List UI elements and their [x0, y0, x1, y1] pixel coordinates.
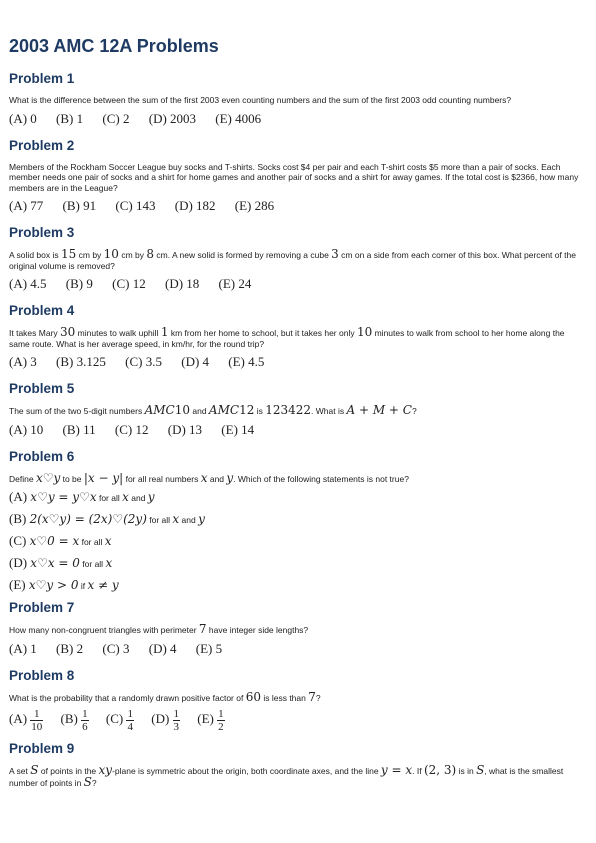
math-number: 12	[239, 403, 255, 417]
problem-5-text	[9, 405, 587, 417]
answer-e: (E) 4.5	[228, 354, 265, 369]
problem-4-heading: Problem 4	[9, 303, 75, 318]
answer-label: (D)	[151, 711, 170, 727]
text-run: for all	[96, 493, 123, 503]
fraction	[126, 708, 134, 733]
problem-7-answers	[9, 641, 587, 657]
math-var: y	[147, 490, 155, 504]
text-run: and	[179, 515, 199, 525]
problem-6-text	[9, 470, 587, 485]
fraction	[81, 708, 89, 733]
math-var: x	[172, 512, 180, 526]
denominator: 2	[218, 721, 224, 733]
text-run: for all	[146, 515, 173, 525]
numerator: 1	[30, 708, 43, 721]
math-var: x	[105, 556, 113, 570]
statement-label: (B)	[9, 511, 30, 526]
answer-label: (A)	[9, 711, 28, 727]
problem-8-heading: Problem 8	[9, 667, 75, 683]
problem-7-heading: Problem 7	[9, 600, 75, 615]
math-expr: 2(x♡y) = (2x)♡(2y)	[29, 512, 147, 526]
math-var: S	[30, 763, 39, 777]
numerator: 1	[127, 708, 133, 720]
problem-9-heading: Problem 9	[9, 741, 75, 756]
statement-a	[9, 489, 587, 505]
text-run: How many non-congruent triangles with perimeter	[9, 625, 199, 635]
page-title: 2003 AMC 12A Problems	[9, 36, 219, 56]
denominator: 4	[127, 721, 133, 733]
answer-c: (C) 12	[114, 421, 149, 437]
problem-9-text	[9, 765, 587, 788]
answer-label: (E)	[197, 711, 214, 727]
statement-e	[9, 577, 587, 593]
problem-7-text	[9, 624, 587, 636]
text-run: and	[207, 473, 227, 484]
answer-d: (D) 18	[164, 276, 200, 291]
text-run: and	[190, 406, 209, 416]
text-run: . If	[412, 766, 424, 776]
answer-b: (B) 3.125	[56, 354, 106, 369]
math-number: 10	[103, 247, 119, 261]
math-number: 15	[60, 247, 77, 261]
text-run: of points in the	[38, 766, 99, 776]
text-run: minutes to walk uphill	[75, 328, 161, 338]
answer-e: (E) 286	[234, 198, 275, 213]
math-number: 7	[198, 622, 207, 636]
answer-d: (D) 4	[148, 640, 177, 656]
answer-d: (D) 4	[181, 354, 210, 369]
text-run: km from her home to school, but it takes her only	[168, 328, 357, 338]
math-var: S	[83, 774, 92, 789]
text-run: cm. A new solid is formed by removing a cube	[154, 250, 332, 260]
math-expr: A + M + C	[346, 403, 412, 417]
answer-a	[9, 708, 43, 733]
fraction	[217, 708, 225, 733]
math-var: x	[200, 470, 208, 485]
answer-d	[151, 708, 180, 733]
math-var: y	[198, 512, 205, 526]
text-run: cm on a side from each corner of this box. What percent of the original volume is removed?	[9, 250, 576, 271]
math-number: 8	[146, 247, 154, 261]
text-run: is less than	[260, 692, 309, 703]
text-run: What is the probability that a randomly drawn positive factor of	[9, 692, 246, 703]
statement-label: (E)	[9, 577, 29, 592]
text-run: if	[78, 581, 88, 591]
problem-1-text: What is the difference between the sum of the first 2003 even counting numbers and the sum of the first 2003 odd counting numbers?	[9, 95, 512, 105]
text-run: cm by	[76, 250, 104, 260]
text-run: for all	[79, 537, 105, 547]
math-expr: (2, 3)	[423, 763, 457, 777]
problem-6-heading: Problem 6	[9, 448, 75, 464]
statement-c	[9, 533, 587, 549]
problem-8-answers	[9, 708, 587, 733]
answer-c: (C) 12	[112, 276, 146, 291]
answer-label: (C)	[105, 711, 124, 727]
text-run: A set	[9, 766, 31, 776]
denominator: 6	[82, 721, 88, 733]
problem-2-answers	[9, 198, 587, 214]
answer-b: (B) 9	[65, 276, 93, 291]
denominator: 10	[31, 721, 43, 733]
denominator: 3	[173, 721, 180, 733]
answer-a: (A) 10	[9, 421, 44, 437]
text-run: for all real numbers	[123, 473, 201, 484]
problem-2-heading: Problem 2	[9, 137, 75, 153]
math-var: AMC	[208, 403, 240, 417]
math-var: S	[476, 763, 485, 777]
text-run: A solid box is	[9, 250, 61, 260]
answer-e: (E) 14	[221, 421, 255, 437]
answer-d: (D) 2003	[148, 110, 197, 126]
math-var: x	[104, 534, 112, 548]
math-number: 1	[160, 325, 169, 339]
answer-c: (C) 143	[115, 198, 156, 213]
math-number: 10	[356, 325, 373, 339]
numerator: 1	[218, 708, 224, 720]
numerator: 1	[173, 708, 180, 720]
answer-b: (B) 11	[62, 421, 96, 437]
math-expr: x♡y = y♡x	[30, 490, 97, 504]
answer-label: (B)	[60, 711, 78, 727]
text-run: ?	[411, 406, 417, 416]
answer-b: (B) 1	[56, 110, 84, 126]
text-run: The sum of the two 5-digit numbers	[9, 406, 145, 416]
statement-label: (A)	[9, 489, 31, 504]
problem-3-text	[9, 249, 587, 271]
problem-3-answers	[9, 276, 587, 292]
text-run: It takes Mary	[9, 328, 61, 338]
answer-e: (E) 5	[195, 640, 223, 656]
text-run: Define	[9, 473, 36, 484]
text-run: . What is	[311, 406, 347, 416]
answer-a: (A) 1	[9, 640, 37, 656]
math-expr: |x − y|	[83, 470, 124, 485]
math-expr: x ≠ y	[87, 578, 119, 592]
answer-a: (A) 0	[9, 110, 37, 126]
math-var: xy	[98, 763, 113, 777]
text-run: to be	[60, 473, 84, 484]
math-expr: x♡y	[35, 470, 61, 485]
math-var: x	[122, 490, 129, 504]
answer-c: (C) 3.5	[125, 354, 162, 369]
text-run: cm by	[118, 250, 147, 260]
text-run: is	[254, 406, 266, 416]
text-run: have integer side lengths?	[206, 625, 309, 635]
math-expr: x♡0 = x	[29, 534, 80, 548]
text-run: minutes to walk from school to her home along the same route. What is her average speed, in km/hr, for the round trip?	[9, 328, 565, 349]
problem-6-statements	[9, 489, 587, 593]
problem-1-answers	[9, 111, 587, 127]
answer-a: (A) 77	[9, 198, 44, 213]
text-run: -plane is symmetric about the origin, both coordinate axes, and the line	[112, 766, 381, 776]
math-expr: x♡x = 0	[30, 556, 80, 570]
fraction	[173, 708, 181, 733]
answer-e: (E) 24	[218, 276, 252, 291]
text-run: . Which of the following statements is not true?	[233, 473, 409, 484]
problem-5-answers	[9, 422, 587, 438]
problem-5-heading: Problem 5	[9, 381, 75, 396]
answer-d: (D) 13	[167, 421, 203, 437]
answer-b	[60, 708, 89, 733]
text-run: ?	[315, 692, 321, 703]
math-number: 3	[331, 247, 339, 261]
statement-d	[9, 555, 587, 571]
answer-c: (C) 2	[102, 110, 130, 126]
fraction	[30, 708, 43, 733]
answer-c	[105, 708, 134, 733]
answer-b: (B) 2	[56, 640, 84, 656]
text-run: is in	[456, 766, 477, 776]
answer-a: (A) 4.5	[9, 276, 47, 291]
answer-d: (D) 182	[174, 198, 216, 213]
statement-b	[9, 511, 587, 527]
problem-4-answers	[9, 354, 587, 370]
statement-label: (C)	[9, 533, 30, 548]
statement-label: (D)	[9, 555, 31, 570]
numerator: 1	[82, 708, 88, 720]
problem-1-heading: Problem 1	[9, 71, 75, 86]
answer-e	[197, 708, 224, 733]
problem-8-text	[9, 689, 587, 704]
text-run: , what is the smallest number of points in	[9, 766, 564, 788]
answer-c: (C) 3	[102, 640, 130, 656]
math-number: 30	[60, 325, 76, 339]
math-var: y	[226, 470, 234, 485]
text-run: and	[128, 493, 148, 503]
answer-b: (B) 91	[62, 198, 97, 213]
math-number: 123422	[265, 403, 312, 417]
math-expr: x♡y > 0	[28, 578, 79, 592]
problem-2-text: Members of the Rockham Soccer League buy socks and T-shirts. Socks cost $4 per pair and each T-shirt costs $5 more than a pair of socks. Each member needs one pair of socks and a shirt for home games and another pair of socks and a shirt for away games. If the total cost is $2366, how many members are in the League?	[9, 161, 579, 193]
answer-e: (E) 4006	[215, 110, 262, 126]
text-run: for all	[79, 559, 106, 569]
problem-3-heading: Problem 3	[9, 225, 75, 240]
math-number: 10	[174, 403, 191, 417]
math-expr: y = x	[380, 763, 413, 777]
math-number: 60	[245, 689, 261, 704]
answer-a: (A) 3	[9, 354, 37, 369]
math-var: AMC	[144, 403, 175, 417]
problem-4-text	[9, 327, 587, 349]
math-number: 7	[308, 689, 316, 704]
text-run: ?	[91, 777, 97, 788]
